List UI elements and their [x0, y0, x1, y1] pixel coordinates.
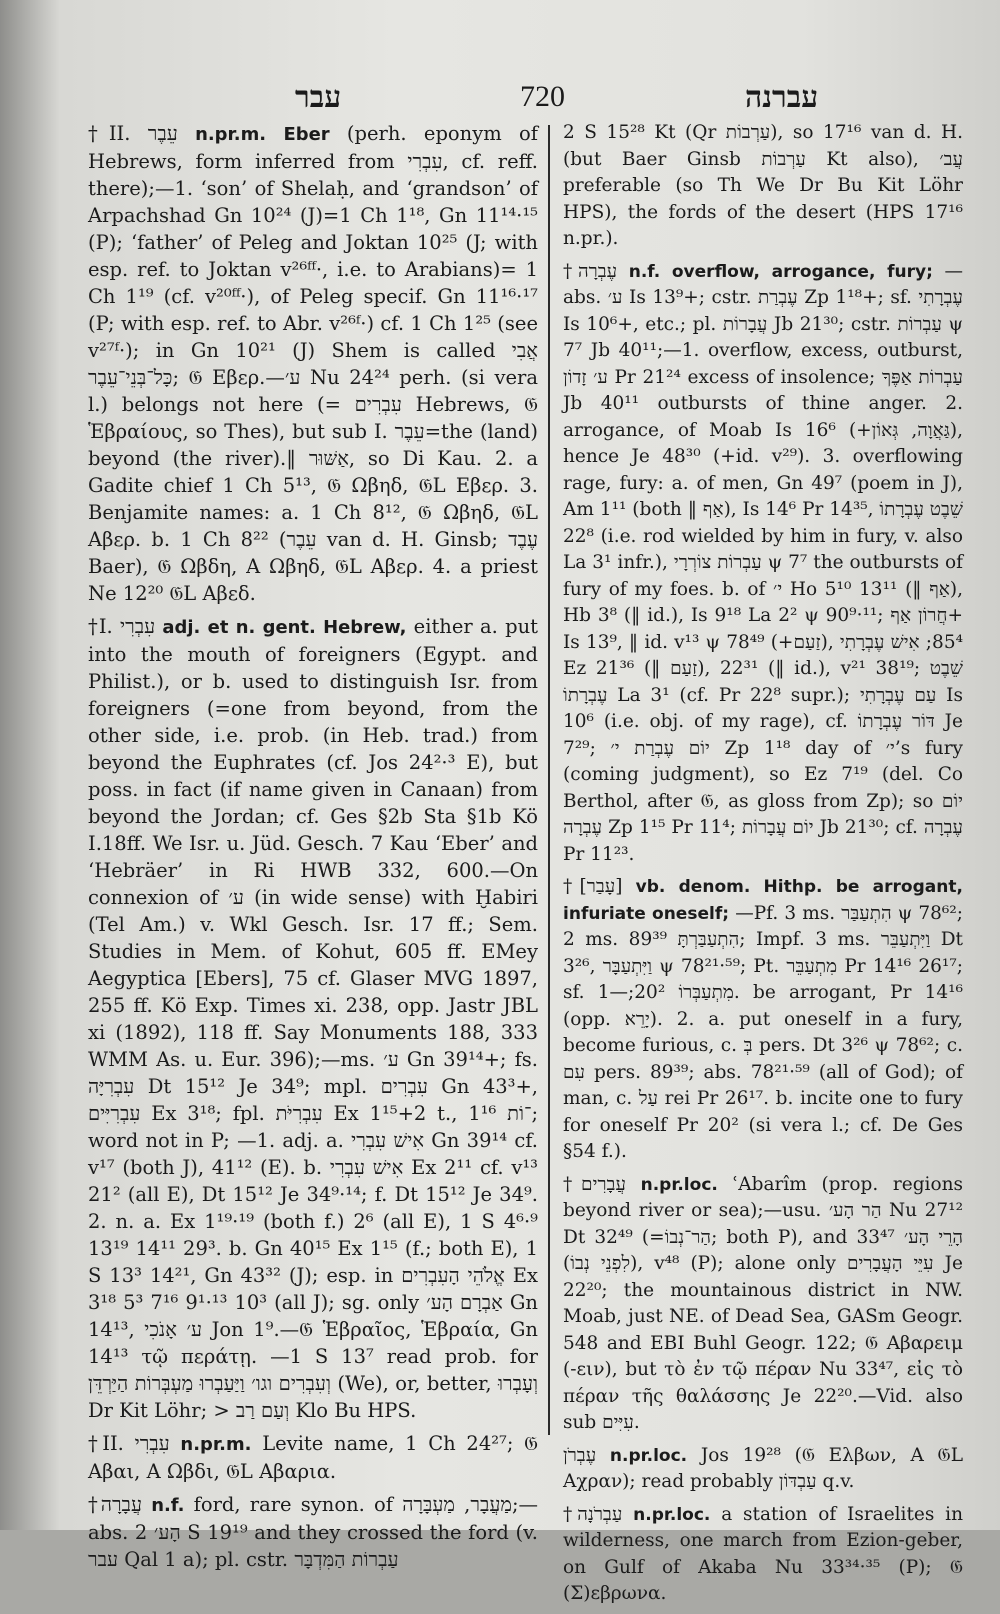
entry-lemma: †עַבְרֹנָה — [563, 1503, 623, 1525]
entry-lemma: †עֶבְרָה — [563, 260, 618, 282]
entry-lemma: †II. עֵבֶר — [88, 122, 178, 145]
entry-body: —abs. ע׳ Is 13⁹+; cstr. עֶבְרַת Zp 1¹⁸+; sf. עֶבְרָתִי Is 10⁶+, etc.; pl. עֲבָרוֹת Jb 21³⁰; cstr. עַבְרוֹת ψ 7⁷ Jb 40¹¹;—1. overflow, excess, outburst, ע׳ זָדוֹן Pr 21²⁴ excess of insolence; עַבְרוֹת אַפֶּךָ Jb 40¹¹ outbursts of thine anger. 2. arrogance, of Moab Is 16⁶ (+גַּאֲוָה, גְּאוֹן), hence Je 48³⁰ (+id. v²⁹). 3. overflowing rage, fury: a. of men, Gn 49⁷ (poem in J), Am 1¹¹ (both ‖ אַף), Is 14⁶ Pr 14³⁵, שֵׁבֶט עֶבְרָתוֹ 22⁸ (i.e. rod wielded by him in fury, v. also La 3¹ infr.), עַבְרוֹת צוֹרְרָי ψ 7⁷ the outbursts of fury of my foes. b. of י׳ Ho 5¹⁰ 13¹¹ (‖ אַף), Hb 3⁸ (‖ id.), Is 9¹⁸ La 2² ψ 90⁹·¹¹; חֲרוֹן אַף+ Is 13⁹, ‖ id. v¹³ ψ 78⁴⁹ (+זַעַם), 85⁴; אִישׁ עֶבְרָתִי Ez 21³⁶ (‖ זַעַם), 22³¹ (‖ id.), v²¹ 38¹⁹; שֵׁבֶט עֶבְרָתוֹ La 3¹ (cf. Pr 22⁸ supr.); עַם עֶבְרָתִי Is 10⁶ (i.e. obj. of my rage), cf. דּוֹר עֶבְרָתוֹ Je 7²⁹; יוֹם עֶבְרַת י׳ Zp 1¹⁸ day of י׳’s fury (coming judgment), so Ez 7¹⁹ (del. Co Berthol, after 𝔊, as gloss from Zp); so יוֹם עֶבְרָה Zp 1¹⁵ Pr 11⁴; יוֹם עֲבָרוֹת Jb 21³⁰; cf. עֶבְרָה Pr 11²³. — [563, 260, 964, 865]
entry-body: (perh. eponym of Hebrews, form inferred from עִבְרִי, cf. reff. there);—1. ‘son’ of Shelaḥ, and ‘grandson’ of Arpachshad Gn 10²⁴ (J)=1 Ch 1¹⁸, Gn 11¹⁴·¹⁵ (P); ‘father’ of Peleg and Joktan 10²⁵ (J; with esp. ref. to Joktan v²⁶ᶠᶠ·, i.e. to Arabians)= 1 Ch 1¹⁹ (cf. v²⁰ᶠᶠ·), of Peleg specif. Gn 11¹⁶·¹⁷ (P; with esp. ref. to Abr. v²⁶ᶠ·) cf. 1 Ch 1²⁵ (see v²⁷ᶠ·); in Gn 10²¹ (J) Shem is called אֲבִי כָּל־בְּנֵי־עֵבֶר; 𝔊 Εβερ.—ע׳ Nu 24²⁴ perh. (si vera l.) belongs not here (= עִבְרִים Hebrews, 𝔊 Ἑβραίους, so Thes), but sub I. עֵבֶר=the (land) beyond (the river).‖ אַשּׁוּר, so Di Kau. 2. a Gadite chief 1 Ch 5¹³, 𝔊 Ωβηδ, 𝔊L Εβερ. 3. Benjamite names: a. 1 Ch 8¹², 𝔊 Ωβηδ, 𝔊L Αβερ. b. 1 Ch 8²² (עֵבֶר van d. H. Ginsb; עֶבֶד Baer), 𝔊 Ωβδη, A Ωβηδ, 𝔊L Αβερ. 4. a priest Ne 12²⁰ 𝔊L Αβεδ. — [88, 122, 539, 605]
column-divider — [548, 125, 550, 1435]
entry-ibri-i — [88, 613, 538, 1424]
entry-head: n.f. overflow, arrogance, fury; — [628, 261, 933, 282]
running-head-right: עברנה — [745, 80, 819, 115]
right-column — [563, 120, 963, 1614]
entry-head: n.pr.m. Eber — [195, 124, 330, 145]
entry-head: n.pr.loc. — [609, 1445, 688, 1466]
entry-head: n.pr.loc. — [633, 1504, 711, 1525]
entry-lemma: עֶבְרֹן — [563, 1444, 597, 1466]
entry-eber-ii — [88, 120, 538, 607]
entry-body: —Pf. 3 ms. הִתְעַבַּר ψ 78⁶²; 2 ms. הִתְעַבַּרְתָּ 89³⁹; Impf. 3 ms. וַיִּתְעַבֵּר Dt 3²⁶, וַיִּתְעַבָּר ψ 78²¹·⁵⁹; Pt. מִתְעַבֵּר Pr 14¹⁶ 26¹⁷; sf. מִתְעַבְּרוֹ 20²;—1. be arrogant, Pr 14¹⁶ (opp. יָרֵא). 2. a. put oneself in a fury, become furious, c. בְּ pers. Dt 3²⁶ ψ 78⁶²; c. עִם pers. 89³⁹; abs. 78²¹·⁵⁹ (all of God); of man, c. עַל rei Pr 26¹⁷. b. incite one to fury for oneself Pr 20² (si vera l.; cf. De Ges §54 f.). — [563, 902, 963, 1162]
entry-abarim — [563, 1172, 963, 1437]
entry-head: n.pr.m. — [180, 1434, 252, 1455]
entry-body: Jos 19²⁸ (𝔊 Ελβων, A 𝔊L Αχραν); read probably עַבְדּוֹן q.v. — [563, 1444, 963, 1492]
entry-continuation — [563, 120, 963, 253]
entry-ebron — [563, 1443, 963, 1496]
entry-body: ʿAbarîm (prop. regions beyond river or sea);—usu. הַר הָע׳ Nu 27¹² Dt 32⁴⁹ (=הַר־נְבוֹ; both P), and הָרֵי הָע׳ 33⁴⁷ (לִפְנֵי נְבוֹ), v⁴⁸ (P); alone only עִיֵּי הָעֲבָרִים Je 22²⁰; the mountainous district in NW. Moab, just NE. of Dead Sea, GASm Geogr. 548 and EBI Buhl Geogr. 122; 𝔊 Αβαρειμ (-ειν), but τὸ ἐν τῷ πέραν Nu 33⁴⁷, εἰς τὸ πέραν τῆς θαλάσσης Je 22²⁰.—Vid. also sub עִיִּים. — [563, 1173, 964, 1433]
entry-lemma: †עֲבָרִים — [563, 1173, 626, 1195]
entry-lemma: †עֲבָרָה — [88, 1493, 142, 1516]
entry-body: Levite name, 1 Ch 24²⁷; 𝔊 Αβαι, A Ωβδι, 𝔊L Αβαρια. — [88, 1432, 539, 1483]
entry-head: vb. denom. Hithp. be arrogant, infuriate oneself; — [563, 877, 963, 924]
running-head-left: עבר — [295, 80, 342, 115]
entry-head: n.f. — [151, 1495, 185, 1516]
entry-abrona — [563, 1502, 963, 1608]
entry-ibri-ii — [88, 1430, 538, 1485]
entry-head: n.pr.loc. — [640, 1174, 718, 1195]
entry-ebra — [563, 259, 963, 869]
page-number: 720 — [520, 80, 565, 113]
entry-abara — [88, 1491, 538, 1573]
entry-body: either a. put into the mouth of foreigners (Egypt. and Philist.), or b. used to distinguish Isr. from foreigners (=one from beyond, from the other side, i.e. prob. (in Heb. trad.) from beyond the Euphrates (cf. Jos 24²·³ E), but poss. in fact (if name given in Canaan) from beyond the Jordan; cf. Ges §2b Sta §1b Kö I.18ff. We Isr. u. Jüd. Gesch. 7 Kau ‘Eber’ and ‘Hebräer’ in Ri HWB 332, 600.—On connexion of ע׳ (in wide sense) with Ḫabiri (Tel Am.) v. Wkl Gesch. Isr. 17 ff.; Sem. Studies in Mem. of Kohut, 605 ff. EMey Aegyptica [Ebers], 75 cf. Glaser MVG 1897, 255 ff. Kö Exp. Times xi. 238, opp. Jastr JBL xi (1892), 118 ff. Say Monuments 188, 333 WMM As. u. Eur. 396);—ms. ע׳ Gn 39¹⁴+; fs. עִבְרִיָּה Dt 15¹² Je 34⁹; mpl. עִבְרִים Gn 43³+, עִבְרִיִּים Ex 3¹⁸; fpl. עִבְרִיֹּת Ex 1¹⁵+2 t., ־וֹת 1¹⁶; word not in P; —1. adj. a. אִישׁ עִבְרִי Gn 39¹⁴ cf. v¹⁷ (both J), 41¹² (E). b. אִישׁ עִבְרִי Ex 2¹¹ cf. v¹³ 21² (all E), Dt 15¹² Je 34⁹·¹⁴; f. Dt 15¹² Je 34⁹. 2. n. a. Ex 1¹⁹·¹⁹ (both f.) 2⁶ (all E), 1 S 4⁶·⁹ 13¹⁹ 14¹¹ 29³. b. Gn 40¹⁵ Ex 1¹⁵ (f.; both E), 1 S 13³ 14²¹, Gn 43³² (J); esp. in אֱלֹהֵי הָעִבְרִים Ex 3¹⁸ 5³ 7¹⁶ 9¹·¹³ 10³ (all J); sg. only אַבְרָם הָע׳ Gn 14¹³, ע׳ אָנֹכִי Jon 1⁹.—𝔊 Ἑβραῖος, Ἑβραία, Gn 14¹³ τῷ περάτῃ. —1 S 13⁷ read prob. for וְעִבְרִים וגו׳ וַיַּעַבְרוּ מַעְבְּרוֹת הַיַּרְדֵּן (We), or, better, וְעָבְרוּ Dr Kit Löhr; > וְעַם רַב Klo Bu HPS. — [88, 615, 539, 1422]
entry-abar-vb — [563, 874, 963, 1166]
entry-body: a station of Israelites in wilderness, one march from Ezion-geber, on Gulf of Akaba Nu 33³⁴·³⁵ (P); 𝔊 (Σ)εβρωνα. — [563, 1503, 963, 1604]
entry-body: 2 S 15²⁸ Kt (Qr עַרְבוֹת), so 17¹⁶ van d. H. (but Baer Ginsb עַרְבוֹת Kt also), עֲב׳ preferable (so Th We Dr Bu Kit Löhr HPS), the fords of the desert (HPS 17¹⁶ n.pr.). — [563, 122, 963, 249]
entry-head: adj. et n. gent. Hebrew, — [162, 617, 407, 638]
left-column — [88, 120, 538, 1579]
entry-body: ford, rare synon. of מַעֲבָר, מַעְבָּרָה;—abs. הָע׳ 2 S 19¹⁹ and they crossed the ford (v. עבר Qal 1 a); pl. cstr. עַבְרוֹת הַמִּדְבָּר — [88, 1493, 539, 1571]
entry-lemma: †[עָבַר] — [563, 876, 623, 897]
entry-lemma: †I. עִבְרִי — [88, 615, 156, 638]
entry-lemma: †II. עִבְרִי — [88, 1432, 170, 1455]
